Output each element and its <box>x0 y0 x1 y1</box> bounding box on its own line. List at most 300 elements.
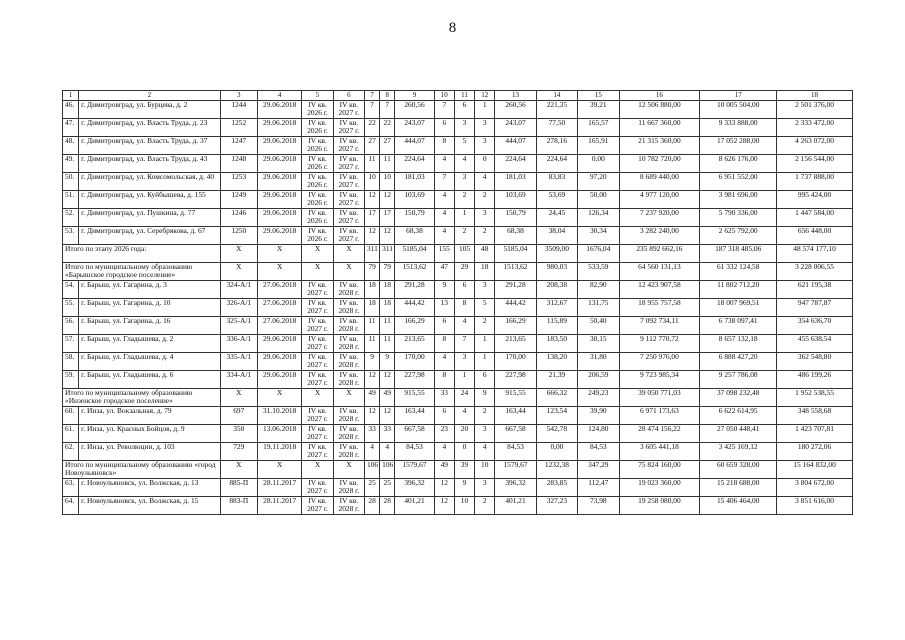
table-cell: 401,21 <box>495 496 536 514</box>
table-row <box>63 100 853 118</box>
table-cell: 19 023 360,00 <box>619 478 700 496</box>
column-number: 9 <box>395 91 434 101</box>
table-cell: X <box>220 262 257 280</box>
table-cell: 13 <box>434 298 454 316</box>
table-cell: 33 <box>434 388 454 406</box>
table-cell: 0,00 <box>578 154 619 172</box>
table-row <box>63 406 853 424</box>
table-cell: 444,42 <box>395 298 434 316</box>
table-cell: 4 <box>434 154 454 172</box>
table-cell: 77,50 <box>536 118 577 136</box>
table-cell: 336-А/1 <box>220 334 257 352</box>
table-cell: 64. <box>63 496 79 514</box>
table-cell: IV кв. 2027 г. <box>302 424 333 442</box>
table-cell: 163,44 <box>395 406 434 424</box>
table-row <box>63 154 853 172</box>
table-cell: 166,29 <box>395 316 434 334</box>
table-cell: IV кв. 2027 г. <box>333 100 364 118</box>
table-cell: 5 790 336,00 <box>700 208 777 226</box>
table-cell: 75 824 160,00 <box>619 460 700 478</box>
table-cell: 3 <box>454 172 474 190</box>
table-cell: 311 <box>365 244 380 262</box>
table-cell: IV кв. 2028 г. <box>333 352 364 370</box>
page-number: 8 <box>448 20 457 36</box>
table-cell: 6 <box>454 100 474 118</box>
table-cell: 21 315 360,00 <box>619 136 700 154</box>
table-cell: IV кв. 2028 г. <box>333 280 364 298</box>
table-cell: 1579,67 <box>495 460 536 478</box>
table-cell: 39,90 <box>578 406 619 424</box>
table-row <box>63 190 853 208</box>
table-cell: 27 <box>365 136 380 154</box>
table-cell: 8 <box>434 370 454 388</box>
table-cell: 12 423 907,58 <box>619 280 700 298</box>
table-cell: 68,38 <box>495 226 536 244</box>
table-cell: 4 263 072,00 <box>777 136 853 154</box>
address-cell: г. Инза, ул. Революции, д. 103 <box>79 442 220 460</box>
table-cell: 6 888 427,20 <box>700 352 777 370</box>
table-cell: 1249 <box>220 190 257 208</box>
table-cell: IV кв. 2027 г. <box>302 334 333 352</box>
table-cell: 10 <box>365 172 380 190</box>
table-cell: 37 098 232,48 <box>700 388 777 406</box>
table-cell: 150,79 <box>495 208 536 226</box>
table-cell: 10 <box>454 496 474 514</box>
table-cell: 165,91 <box>578 136 619 154</box>
table-cell: 49 <box>380 388 395 406</box>
table-cell: 83,83 <box>536 172 577 190</box>
table-cell: IV кв. 2026 г. <box>302 172 333 190</box>
table-cell: IV кв. 2027 г. <box>333 118 364 136</box>
table-cell: 915,55 <box>495 388 536 406</box>
table-cell: 39 <box>454 460 474 478</box>
table-cell: 9 333 888,00 <box>700 118 777 136</box>
table-cell: 1 <box>475 352 495 370</box>
address-cell: г. Барыш, ул. Гагарина, д. 10 <box>79 298 220 316</box>
table-cell: 325-А/1 <box>220 316 257 334</box>
table-cell: 55. <box>63 298 79 316</box>
table-cell: 885-П <box>220 478 257 496</box>
table-cell: IV кв. 2027 г. <box>302 406 333 424</box>
table-cell: 163,44 <box>495 406 536 424</box>
table-cell: IV кв. 2027 г. <box>333 136 364 154</box>
table-row <box>63 496 853 514</box>
table-row <box>63 172 853 190</box>
table-cell: 260,56 <box>395 100 434 118</box>
table-cell: 23 <box>434 424 454 442</box>
table-cell: 61. <box>63 424 79 442</box>
table-cell: 0 <box>454 442 474 460</box>
table-cell: 84,53 <box>578 442 619 460</box>
table-cell: 224,64 <box>536 154 577 172</box>
subtotal-row <box>63 262 853 280</box>
column-number: 14 <box>536 91 577 101</box>
table-cell: 180 272,06 <box>777 442 853 460</box>
table-cell: 9 112 770,72 <box>619 334 700 352</box>
table-cell: 486 199,26 <box>777 370 853 388</box>
table-cell: 12 <box>365 406 380 424</box>
table-cell: 1232,38 <box>536 460 577 478</box>
table-cell: 59. <box>63 370 79 388</box>
table-cell: 103,69 <box>395 190 434 208</box>
table-cell: X <box>333 388 364 406</box>
table-cell: 9 723 985,34 <box>619 370 700 388</box>
table-cell: 18 <box>365 280 380 298</box>
table-cell: 4 <box>434 190 454 208</box>
table-cell: 11 802 712,20 <box>700 280 777 298</box>
table-row <box>63 370 853 388</box>
table-cell: 227,98 <box>495 370 536 388</box>
table-cell: 2 <box>475 496 495 514</box>
table-cell: 39 050 771,03 <box>619 388 700 406</box>
table-cell: 455 638,54 <box>777 334 853 352</box>
table-cell: 1676,04 <box>578 244 619 262</box>
table-cell: 11 <box>365 154 380 172</box>
table-cell: 10 <box>475 460 495 478</box>
table-cell: 3 228 006,55 <box>777 262 853 280</box>
table-cell: 30,15 <box>578 334 619 352</box>
column-number: 5 <box>302 91 333 101</box>
table-cell: 12 <box>434 496 454 514</box>
table-cell: 105 <box>454 244 474 262</box>
table-cell: 347,29 <box>578 460 619 478</box>
address-cell: г. Димитровград, ул. Комсомольская, д. 40 <box>79 172 220 190</box>
table-cell: 33 <box>365 424 380 442</box>
table-cell: 1513,62 <box>395 262 434 280</box>
table-cell: 17 <box>365 208 380 226</box>
table-row <box>63 478 853 496</box>
table-cell: 213,65 <box>395 334 434 352</box>
table-cell: 4 <box>365 442 380 460</box>
table-cell: 2 <box>475 406 495 424</box>
subtotal-label: Итого по этапу 2026 года: <box>63 244 221 262</box>
table-cell: 12 <box>380 406 395 424</box>
table-cell: 915,55 <box>395 388 434 406</box>
table-cell: X <box>220 388 257 406</box>
table-cell: 24,45 <box>536 208 577 226</box>
table-cell: 335-А/1 <box>220 352 257 370</box>
housing-program-table <box>62 90 853 515</box>
table-cell: 3 <box>475 478 495 496</box>
table-cell: 63. <box>63 478 79 496</box>
table-cell: 0,00 <box>536 442 577 460</box>
table-cell: 138,20 <box>536 352 577 370</box>
table-cell: 12 <box>380 190 395 208</box>
table-cell: 4 <box>434 352 454 370</box>
address-cell: г. Инза, ул. Вокзальная, д. 79 <box>79 406 220 424</box>
table-cell: 18 <box>475 262 495 280</box>
table-cell: 5 <box>454 136 474 154</box>
table-cell: 3 <box>454 118 474 136</box>
address-cell: г. Димитровград, ул. Бурцева, д. 2 <box>79 100 220 118</box>
table-cell: 155 <box>434 244 454 262</box>
table-cell: 1579,67 <box>395 460 434 478</box>
table-cell: 28 <box>365 496 380 514</box>
table-cell: 3 <box>475 280 495 298</box>
column-number: 10 <box>434 91 454 101</box>
table-cell: 3 804 672,00 <box>777 478 853 496</box>
table-cell: 4 <box>434 226 454 244</box>
table-cell: 7 <box>434 172 454 190</box>
table-cell: 11 <box>365 334 380 352</box>
table-cell: IV кв. 2028 г. <box>333 406 364 424</box>
column-number: 17 <box>700 91 777 101</box>
table-cell: X <box>302 460 333 478</box>
table-cell: 47 <box>434 262 454 280</box>
table-cell: 49. <box>63 154 79 172</box>
table-row <box>63 118 853 136</box>
table-cell: 444,42 <box>495 298 536 316</box>
table-cell: 106 <box>380 460 395 478</box>
table-cell: 2 <box>475 190 495 208</box>
table-cell: 6 <box>475 370 495 388</box>
table-cell: 7 <box>454 334 474 352</box>
table-cell: X <box>220 244 257 262</box>
table-cell: 60. <box>63 406 79 424</box>
table-cell: 5185,04 <box>395 244 434 262</box>
table-cell: 29 <box>454 262 474 280</box>
table-cell: IV кв. 2028 г. <box>333 334 364 352</box>
table-cell: 1247 <box>220 136 257 154</box>
table-cell: IV кв. 2028 г. <box>333 442 364 460</box>
table-cell: 243,07 <box>395 118 434 136</box>
table-cell: 53. <box>63 226 79 244</box>
table-cell: 29.06.2018 <box>257 190 301 208</box>
table-row <box>63 424 853 442</box>
subtotal-label: Итого по муниципальному образованию «Барышское городское поселение» <box>63 262 221 280</box>
table-cell: 24 <box>454 388 474 406</box>
table-cell: IV кв. 2028 г. <box>333 298 364 316</box>
table-cell: IV кв. 2028 г. <box>333 370 364 388</box>
address-cell: г. Барыш, ул. Гагарина, д. 16 <box>79 316 220 334</box>
table-cell: 7 250 976,00 <box>619 352 700 370</box>
table-row <box>63 334 853 352</box>
column-number-row <box>63 91 853 101</box>
table-cell: 1 737 888,00 <box>777 172 853 190</box>
table-cell: 656 448,00 <box>777 226 853 244</box>
table-cell: 3509,00 <box>536 244 577 262</box>
table-cell: 10 <box>380 172 395 190</box>
table-cell: 311 <box>380 244 395 262</box>
table-cell: 7 092 734,11 <box>619 316 700 334</box>
table-cell: 50,40 <box>578 316 619 334</box>
table-row <box>63 280 853 298</box>
table-cell: 1250 <box>220 226 257 244</box>
column-number: 3 <box>220 91 257 101</box>
table-cell: 1513,62 <box>495 262 536 280</box>
table-cell: 213,65 <box>495 334 536 352</box>
table-cell: IV кв. 2027 г. <box>302 316 333 334</box>
table-cell: 27 <box>380 136 395 154</box>
subtotal-row <box>63 388 853 406</box>
address-cell: г. Новоульяновск, ул. Волжская, д. 15 <box>79 496 220 514</box>
table-cell: 48 574 177,10 <box>777 244 853 262</box>
table-cell: 48 <box>475 244 495 262</box>
table-cell: 6 738 097,41 <box>700 316 777 334</box>
table-cell: 6 622 614,95 <box>700 406 777 424</box>
table-cell: 1 423 707,81 <box>777 424 853 442</box>
table-cell: 350 <box>220 424 257 442</box>
table-cell: 57. <box>63 334 79 352</box>
table-cell: 4 <box>454 316 474 334</box>
address-cell: г. Димитровград, ул. Куйбышева, д. 155 <box>79 190 220 208</box>
table-cell: 170,00 <box>495 352 536 370</box>
table-cell: 3 605 441,18 <box>619 442 700 460</box>
table-cell: 31,80 <box>578 352 619 370</box>
table-cell: X <box>333 460 364 478</box>
table-cell: 396,32 <box>495 478 536 496</box>
table-cell: 12 <box>365 370 380 388</box>
table-cell: IV кв. 2027 г. <box>333 154 364 172</box>
table-cell: 47. <box>63 118 79 136</box>
table-cell: 401,21 <box>395 496 434 514</box>
table-cell: 29.06.2018 <box>257 352 301 370</box>
table-cell: 4 <box>434 208 454 226</box>
table-cell: 0 <box>475 154 495 172</box>
address-cell: г. Барыш, ул. Гагарина, д. 3 <box>79 280 220 298</box>
table-cell: 2 <box>454 190 474 208</box>
table-cell: 25 <box>380 478 395 496</box>
table-cell: 18 007 969,51 <box>700 298 777 316</box>
table-cell: 10 005 504,00 <box>700 100 777 118</box>
subtotal-label: Итого по муниципальному образованию «город Новоульяновск» <box>63 460 221 478</box>
column-number: 2 <box>79 91 220 101</box>
table-cell: 181,03 <box>495 172 536 190</box>
table-cell: 170,00 <box>395 352 434 370</box>
table-cell: 3 <box>454 352 474 370</box>
table-cell: 29.06.2018 <box>257 370 301 388</box>
table-cell: 58. <box>63 352 79 370</box>
table-cell: 29.06.2018 <box>257 226 301 244</box>
table-cell: 11 <box>365 316 380 334</box>
table-cell: 4 <box>454 154 474 172</box>
table-cell: X <box>220 460 257 478</box>
table-cell: 12 <box>380 226 395 244</box>
table-cell: 61 332 124,58 <box>700 262 777 280</box>
table-cell: IV кв. 2026 г. <box>302 208 333 226</box>
table-cell: 3 282 240,00 <box>619 226 700 244</box>
table-cell: 126,34 <box>578 208 619 226</box>
table-cell: 29.06.2018 <box>257 172 301 190</box>
table-cell: 12 <box>365 226 380 244</box>
table-cell: X <box>257 460 301 478</box>
table-cell: 39,21 <box>578 100 619 118</box>
table-cell: 15 164 832,00 <box>777 460 853 478</box>
column-number: 13 <box>495 91 536 101</box>
address-cell: г. Димитровград, ул. Власть Труда, д. 23 <box>79 118 220 136</box>
table-cell: 9 <box>454 478 474 496</box>
address-cell: г. Барыш, ул. Гладышева, д. 4 <box>79 352 220 370</box>
table-cell: 84,53 <box>495 442 536 460</box>
table-cell: 1252 <box>220 118 257 136</box>
table-cell: IV кв. 2028 г. <box>333 424 364 442</box>
table-cell: IV кв. 2027 г. <box>333 226 364 244</box>
table-cell: 18 <box>380 280 395 298</box>
column-number: 12 <box>475 91 495 101</box>
table-cell: 82,90 <box>578 280 619 298</box>
table-cell: 2 <box>475 316 495 334</box>
table-cell: X <box>302 262 333 280</box>
table-cell: 187 318 485,06 <box>700 244 777 262</box>
table-row <box>63 298 853 316</box>
table-cell: 2 <box>475 226 495 244</box>
table-cell: 3 <box>475 424 495 442</box>
table-cell: 8 626 176,00 <box>700 154 777 172</box>
address-cell: г. Инза, ул. Красных Бойцов, д. 9 <box>79 424 220 442</box>
address-cell: г. Димитровград, ул. Власть Труда, д. 37 <box>79 136 220 154</box>
table-cell: 17 <box>380 208 395 226</box>
table-cell: 49 <box>434 460 454 478</box>
table-cell: 29.06.2018 <box>257 154 301 172</box>
table-cell: 17 052 288,00 <box>700 136 777 154</box>
table-cell: 27 050 448,41 <box>700 424 777 442</box>
table-cell: 249,23 <box>578 388 619 406</box>
table-cell: 30,34 <box>578 226 619 244</box>
table-cell: 7 <box>434 100 454 118</box>
table-cell: 8 <box>434 334 454 352</box>
table-cell: 444,07 <box>495 136 536 154</box>
table-cell: 1246 <box>220 208 257 226</box>
table-cell: 7 237 920,00 <box>619 208 700 226</box>
table-cell: 50. <box>63 172 79 190</box>
address-cell: г. Димитровград, ул. Серебрякова, д. 67 <box>79 226 220 244</box>
table-cell: 53,69 <box>536 190 577 208</box>
table-cell: 6 <box>434 406 454 424</box>
table-cell: 1 <box>454 370 474 388</box>
table-cell: 224,64 <box>495 154 536 172</box>
address-cell: г. Новоульяновск, ул. Волжская, д. 13 <box>79 478 220 496</box>
table-cell: 6 <box>454 280 474 298</box>
table-cell: 947 787,87 <box>777 298 853 316</box>
table-cell: 46. <box>63 100 79 118</box>
table-cell: 52. <box>63 208 79 226</box>
table-cell: 11 <box>380 316 395 334</box>
table-cell: 79 <box>365 262 380 280</box>
table-cell: 4 977 120,00 <box>619 190 700 208</box>
table-cell: 667,58 <box>395 424 434 442</box>
table-cell: 166,29 <box>495 316 536 334</box>
table-cell: 3 <box>475 136 495 154</box>
table-cell: 362 548,80 <box>777 352 853 370</box>
table-cell: 283,85 <box>536 478 577 496</box>
table-cell: 11 667 360,00 <box>619 118 700 136</box>
table-cell: IV кв. 2026 г. <box>302 100 333 118</box>
table-cell: IV кв. 2027 г. <box>302 280 333 298</box>
table-cell: 208,38 <box>536 280 577 298</box>
table-cell: 12 <box>434 478 454 496</box>
table-cell: 396,32 <box>395 478 434 496</box>
table-cell: 4 <box>475 442 495 460</box>
table-cell: IV кв. 2028 г. <box>333 496 364 514</box>
table-cell: 29.06.2018 <box>257 100 301 118</box>
table-cell: 278,16 <box>536 136 577 154</box>
table-cell: 49 <box>365 388 380 406</box>
table-cell: X <box>302 244 333 262</box>
table-cell: 10 782 720,00 <box>619 154 700 172</box>
table-cell: 56. <box>63 316 79 334</box>
table-cell: 221,35 <box>536 100 577 118</box>
table-cell: 8 689 440,00 <box>619 172 700 190</box>
table-cell: 115,89 <box>536 316 577 334</box>
table-cell: IV кв. 2028 г. <box>333 316 364 334</box>
table-cell: 64 560 131,13 <box>619 262 700 280</box>
table-cell: 348 558,68 <box>777 406 853 424</box>
table-cell: 2 501 376,00 <box>777 100 853 118</box>
table-cell: 79 <box>380 262 395 280</box>
table-cell: 235 892 662,16 <box>619 244 700 262</box>
table-cell: 354 636,70 <box>777 316 853 334</box>
table-cell: 9 <box>365 352 380 370</box>
